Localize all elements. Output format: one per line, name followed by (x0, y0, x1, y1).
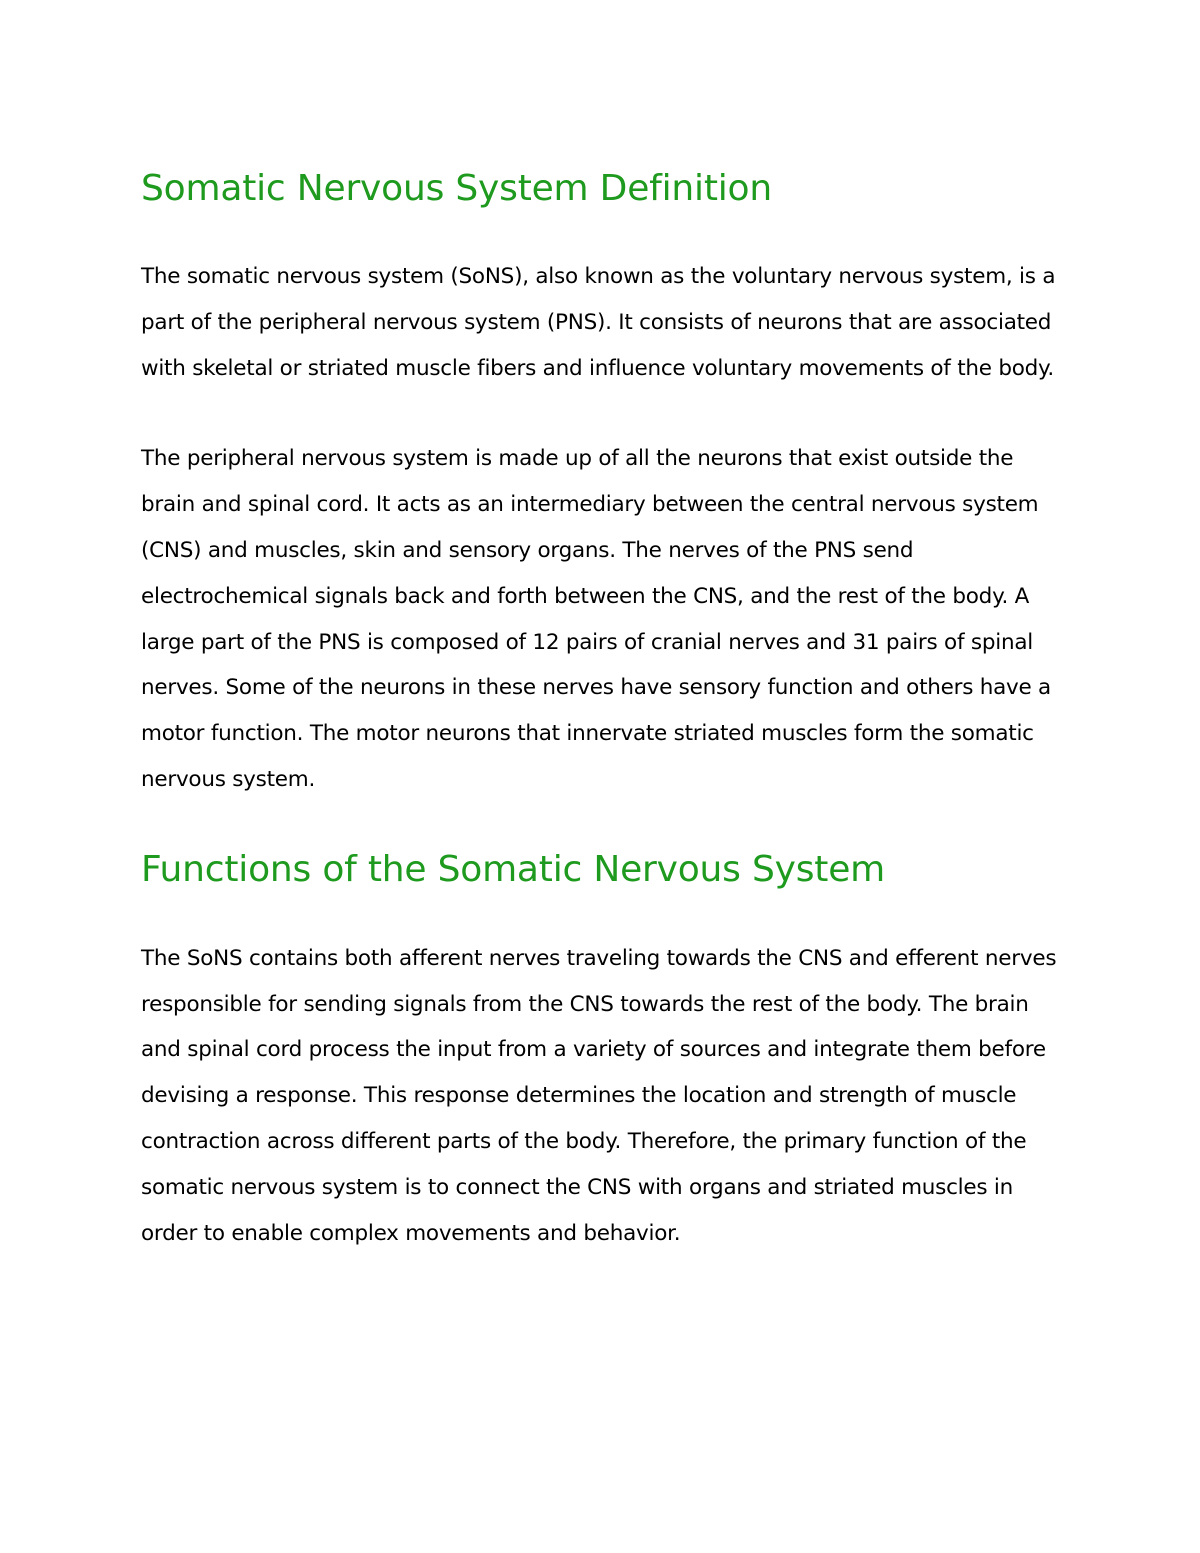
functions-paragraph-1: The SoNS contains both afferent nerves traveling towards the CNS and efferent nerves responsible for sending signals from the CNS towards the rest of the body. The brain and spinal cord process the input from a variety of sources and integrate them before devising a response. This response determines the location and strength of muscle contraction across different parts of the body. Therefore, the primary function of the somatic nervous system is to connect the CNS with organs and striated muscles in order to enable complex movements and behavior. (141, 945, 1057, 1246)
document-content (141, 163, 1071, 1256)
section-heading-definition: Somatic Nervous System Definition (141, 168, 772, 209)
definition-paragraph-2: The peripheral nervous system is made up of all the neurons that exist outside the brain and spinal cord. It acts as an intermediary between the central nervous system (CNS) and muscles, skin and sensory organs. The nerves of the PNS send electrochemical signals back and forth between the CNS, and the rest of the body. A large part of the PNS is composed of 12 pairs of cranial nerves and 31 pairs of spinal nerves. Some of the neurons in these nerves have sensory function and others have a motor function. The motor neurons that innervate striated muscles form the somatic nervous system. (141, 446, 1051, 792)
definition-paragraph-1: The somatic nervous system (SoNS), also known as the voluntary nervous system, is a part of the peripheral nervous system (PNS). It consists of neurons that are associated with skeletal or striated muscle fibers and influence voluntary movements of the body. (141, 264, 1056, 381)
section-heading-functions: Functions of the Somatic Nervous System (141, 848, 886, 890)
